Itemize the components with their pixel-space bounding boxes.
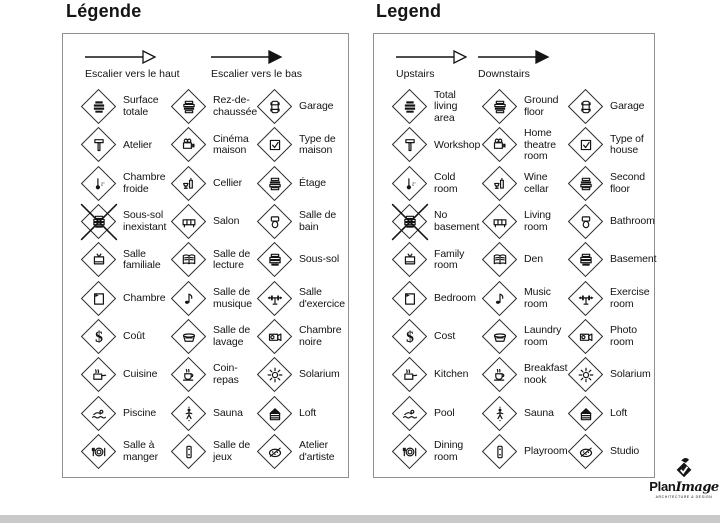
legend-item	[169, 356, 255, 394]
house-type-icon	[566, 125, 606, 165]
legend-item	[480, 203, 566, 241]
legend-panel-en	[373, 33, 655, 478]
ground-floor-icon	[169, 87, 209, 127]
garage-icon	[255, 87, 295, 127]
legend-item	[255, 433, 345, 471]
brand-plan: Plan	[649, 479, 676, 494]
legend-item	[169, 241, 255, 279]
legend-item-label: Chambre noire	[299, 324, 342, 348]
legend-item	[566, 88, 656, 126]
downstairs-arrow-icon	[211, 50, 283, 64]
legend-item-label: Basement	[610, 253, 657, 266]
legend-item	[480, 88, 566, 126]
legend-item	[255, 203, 345, 241]
studio-icon	[255, 432, 295, 472]
upstairs-arrow-icon	[85, 50, 157, 64]
arrows-row	[63, 34, 348, 80]
legend-item-label: Bathroom	[610, 215, 655, 228]
arrow-label: Upstairs	[396, 68, 435, 80]
legend-item-label: Loft	[610, 406, 628, 419]
kitchen-icon	[390, 355, 430, 395]
legend-item	[255, 165, 345, 203]
second-floor-icon	[566, 164, 606, 204]
breakfast-icon	[480, 355, 520, 395]
legend-item-label: Cold room	[434, 170, 458, 195]
legend-item-label: Chambre	[123, 291, 166, 304]
laundry-icon	[169, 317, 209, 357]
legend-grid	[374, 80, 657, 471]
legend-item	[480, 356, 566, 394]
legend-item	[480, 279, 566, 317]
legend-item	[255, 356, 345, 394]
ground-floor-icon	[480, 87, 520, 127]
legend-item	[255, 318, 345, 356]
family-room-icon	[79, 240, 119, 280]
legend-item	[255, 88, 345, 126]
legend-item-label: Workshop	[434, 138, 481, 151]
legend-item-label: Studio	[610, 444, 640, 457]
legend-item-label: Chambre froide	[123, 170, 166, 195]
logo-tagline: ARCHITECTURE & DESIGN	[655, 495, 713, 499]
downstairs-arrow-icon	[478, 50, 550, 64]
legend-item	[390, 241, 480, 279]
legend-item-label: Cost	[434, 330, 456, 343]
planimage-wordmark	[648, 480, 720, 494]
arrow-label: Downstairs	[478, 68, 530, 80]
legend-item-label: Playroom	[524, 444, 568, 457]
sauna-icon	[480, 394, 520, 434]
photo-room-icon	[255, 317, 295, 357]
legend-item-label: Sous-sol inexistant	[123, 209, 167, 234]
wine-cellar-icon	[169, 164, 209, 204]
legend-item-label: Salon	[213, 215, 240, 228]
dining-icon	[390, 432, 430, 472]
legend-item	[390, 433, 480, 471]
legend-item-label: Living room	[524, 209, 551, 234]
legend-item-label: Salle de jeux	[213, 439, 251, 463]
family-room-icon	[390, 240, 430, 280]
brand-image: Image	[675, 480, 719, 495]
legend-item-label: Salle d'exercice	[299, 285, 345, 310]
dining-icon	[79, 432, 119, 472]
legend-item-label: Type of house	[610, 132, 644, 157]
legend-item	[390, 318, 480, 356]
legend-item-label: Kitchen	[434, 368, 469, 381]
cold-room-icon	[390, 164, 430, 204]
legend-item	[480, 241, 566, 279]
second-floor-icon	[255, 164, 295, 204]
legend-item-label: Coût	[123, 330, 145, 343]
legend-item	[480, 126, 566, 164]
legend-item-label: Salle de musique	[213, 285, 252, 310]
legend-item	[566, 394, 656, 432]
legend-item-label: Salle de lecture	[213, 247, 251, 272]
arrow-label: Escalier vers le bas	[211, 68, 303, 80]
pool-icon	[390, 394, 430, 434]
legend-item-label: Music room	[524, 285, 551, 310]
legend-item	[480, 433, 566, 471]
legend-item	[79, 394, 169, 432]
arrow-label: Escalier vers le haut	[85, 68, 180, 80]
legend-item-label: No basement	[434, 209, 480, 234]
sauna-icon	[169, 394, 209, 434]
planimage-logo	[648, 456, 720, 499]
legend-item-label: Salle à manger	[123, 439, 159, 463]
legend-item	[480, 165, 566, 203]
legend-item	[169, 165, 255, 203]
legend-item-label: Solarium	[610, 368, 651, 381]
bedroom-icon	[79, 279, 119, 319]
legend-item	[390, 126, 480, 164]
legend-item-label: Wine cellar	[524, 170, 549, 195]
home-theatre-icon	[480, 125, 520, 165]
legend-item-label: Home theatre room	[524, 126, 556, 163]
playroom-icon	[480, 432, 520, 472]
legend-item	[79, 279, 169, 317]
legend-item	[566, 241, 656, 279]
solarium-icon	[566, 355, 606, 395]
legend-item-label: Étage	[299, 176, 326, 189]
legend-item-label: Cellier	[213, 176, 243, 189]
legend-item-label: Solarium	[299, 368, 340, 381]
legend-item	[79, 433, 169, 471]
legend-item-label: Salle familiale	[123, 247, 161, 272]
loft-icon	[566, 394, 606, 434]
exercise-room-icon	[255, 279, 295, 319]
legend-item	[566, 279, 656, 317]
exercise-room-icon	[566, 279, 606, 319]
legend-item	[79, 165, 169, 203]
legend-item	[255, 394, 345, 432]
upstairs-arrow-icon	[396, 50, 468, 64]
legend-item	[169, 88, 258, 126]
legend-item	[566, 203, 656, 241]
arrow-group	[211, 50, 302, 80]
arrow-group	[85, 50, 211, 80]
legend-item	[79, 241, 169, 279]
legend-item-label: Breakfast nook	[524, 362, 568, 387]
cold-room-icon	[79, 164, 119, 204]
den-icon	[169, 240, 209, 280]
legend-item-label: Surface totale	[123, 94, 159, 119]
legend-item	[169, 394, 255, 432]
playroom-icon	[169, 432, 209, 472]
legend-item	[390, 394, 480, 432]
music-room-icon	[169, 279, 209, 319]
wine-cellar-icon	[480, 164, 520, 204]
legend-item-label: Piscine	[123, 406, 157, 419]
kitchen-icon	[79, 355, 119, 395]
living-room-icon	[480, 202, 520, 242]
legend-item-label: Dining room	[434, 439, 464, 463]
garage-icon	[566, 87, 606, 127]
legend-item-label: Family room	[434, 247, 465, 272]
legend-item-label: Loft	[299, 406, 317, 419]
legend-item-label: Type de maison	[299, 132, 336, 157]
legend-item-label: Sous-sol	[299, 253, 340, 266]
legend-item-label: Garage	[299, 100, 334, 113]
legend-item	[79, 318, 169, 356]
legend-item	[79, 203, 169, 241]
legend-item-label: Rez-de-chaussée	[213, 94, 258, 119]
legend-item	[255, 279, 345, 317]
workshop-icon	[79, 125, 119, 165]
legend-item-label: Cinéma maison	[213, 132, 249, 157]
workshop-icon	[390, 125, 430, 165]
legend-item	[390, 203, 480, 241]
legend-item-label: Salle de bain	[299, 209, 337, 234]
legend-item	[255, 126, 345, 164]
legend-item-label: Laundry room	[524, 324, 562, 348]
legend-item	[79, 356, 169, 394]
bathroom-icon	[255, 202, 295, 242]
no-basement-icon	[79, 202, 119, 242]
legend-item-label: Bedroom	[434, 291, 476, 304]
legend-panel-fr	[62, 33, 349, 478]
legend-item-label: Garage	[610, 100, 645, 113]
pool-icon	[79, 394, 119, 434]
house-type-icon	[255, 125, 295, 165]
legend-item-label: Pool	[434, 406, 455, 419]
footer-band	[0, 515, 720, 523]
laundry-icon	[480, 317, 520, 357]
legend-item	[566, 165, 656, 203]
living-room-icon	[169, 202, 209, 242]
legend-item	[79, 126, 169, 164]
legend-item-label: Den	[524, 253, 543, 266]
legend-item-label: Atelier	[123, 138, 153, 151]
basement-icon	[255, 240, 295, 280]
arrows-row	[374, 34, 654, 80]
breakfast-icon	[169, 355, 209, 395]
den-icon	[480, 240, 520, 280]
legend-item-label: Coin-repas	[213, 362, 239, 387]
arrow-group	[478, 50, 550, 80]
no-basement-icon	[390, 202, 430, 242]
legend-item	[390, 165, 480, 203]
planimage-logo-icon	[671, 456, 697, 480]
loft-icon	[255, 394, 295, 434]
legend-item	[390, 279, 480, 317]
legend-item	[390, 356, 480, 394]
legend-item	[566, 433, 656, 471]
music-room-icon	[480, 279, 520, 319]
legend-item-label: Ground floor	[524, 94, 559, 119]
legend-item-label: Atelier d'artiste	[299, 439, 335, 463]
bedroom-icon	[390, 279, 430, 319]
legend-item	[169, 318, 255, 356]
bathroom-icon	[566, 202, 606, 242]
legend-item	[79, 88, 169, 126]
legend-item-label: Sauna	[213, 406, 243, 419]
legend-item	[169, 279, 255, 317]
legend-item	[480, 394, 566, 432]
legend-item	[566, 356, 656, 394]
legend-item	[566, 318, 656, 356]
legend-title-fr: Légende	[66, 1, 142, 21]
legend-item	[169, 203, 255, 241]
legend-item	[480, 318, 566, 356]
legend-grid	[63, 80, 348, 471]
legend-item-label: Second floor	[610, 170, 646, 195]
cost-icon	[390, 317, 430, 357]
legend-title-en: Legend	[376, 1, 442, 21]
legend-item-label: Sauna	[524, 406, 554, 419]
total-area-icon	[390, 87, 430, 127]
legend-item-label: Cuisine	[123, 368, 158, 381]
cost-icon	[79, 317, 119, 357]
total-area-icon	[79, 87, 119, 127]
legend-item	[255, 241, 345, 279]
legend-item-label: Total living area	[434, 88, 458, 125]
legend-item-label: Salle de lavage	[213, 324, 251, 348]
solarium-icon	[255, 355, 295, 395]
basement-icon	[566, 240, 606, 280]
legend-item-label: Photo room	[610, 324, 637, 348]
legend-item	[390, 88, 480, 126]
home-theatre-icon	[169, 125, 209, 165]
studio-icon	[566, 432, 606, 472]
photo-room-icon	[566, 317, 606, 357]
arrow-group	[396, 50, 478, 80]
legend-item	[566, 126, 656, 164]
legend-item	[169, 433, 255, 471]
legend-item	[169, 126, 255, 164]
legend-item-label: Exercise room	[610, 285, 650, 310]
